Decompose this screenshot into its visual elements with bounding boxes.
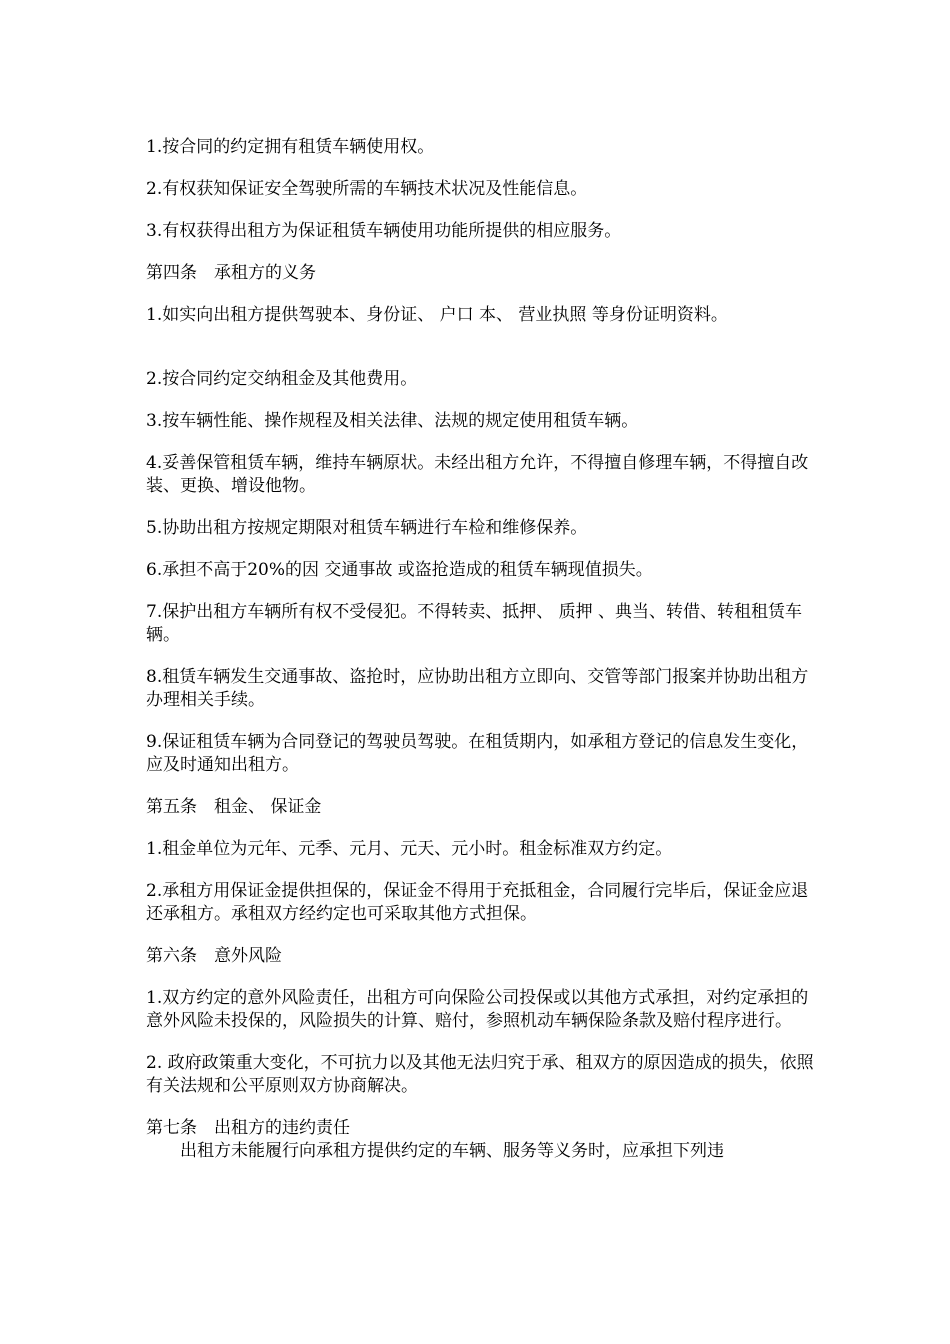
article-4-item-3: 3.按车辆性能、操作规程及相关法律、法规的规定使用租赁车辆。 (146, 411, 639, 431)
article-5-heading: 第五条 租金、 保证金 (146, 797, 322, 817)
article-5-item-2: 2.承租方用保证金提供担保的，保证金不得用于充抵租金，合同履行完毕后，保证金应退还承租方。承租双方经约定也可采取其他方式担保。 (146, 881, 809, 924)
article-7-heading: 第七条 出租方的违约责任 (146, 1118, 350, 1138)
article-6-item-1: 1.双方约定的意外风险责任，出租方可向保险公司投保或以其他方式承担，对约定承担的意外风险未投保的，风险损失的计算、赔付，参照机动车辆保险条款及赔付程序进行。 (146, 988, 809, 1031)
article-4-item-5: 5.协助出租方按规定期限对租赁车辆进行车检和维修保养。 (146, 518, 588, 538)
right-item-2: 2.有权获知保证安全驾驶所需的车辆技术状况及性能信息。 (146, 179, 588, 199)
article-7-intro: 出租方未能履行向承租方提供约定的车辆、服务等义务时，应承担下列违 (180, 1141, 724, 1161)
article-4-item-1: 1.如实向出租方提供驾驶本、身份证、 户口 本、 营业执照 等身份证明资料。 (146, 305, 728, 325)
article-6-heading: 第六条 意外风险 (146, 946, 282, 966)
article-4-item-2: 2.按合同约定交纳租金及其他费用。 (146, 369, 418, 389)
document-page (146, 136, 816, 1163)
article-4-item-8: 8.租赁车辆发生交通事故、盗抢时，应协助出租方立即向、交管等部门报案并协助出租方办理相关手续。 (146, 667, 809, 710)
article-4-item-6: 6.承担不高于20%的因 交通事故 或盗抢造成的租赁车辆现值损失。 (146, 560, 653, 580)
article-5-item-1: 1.租金单位为元年、元季、元月、元天、元小时。租金标准双方约定。 (146, 839, 673, 859)
right-item-1: 1.按合同的约定拥有租赁车辆使用权。 (146, 137, 435, 157)
article-4-item-9: 9.保证租赁车辆为合同登记的驾驶员驾驶。在租赁期内，如承租方登记的信息发生变化，应及时通知出租方。 (146, 732, 809, 775)
right-item-3: 3.有权获得出租方为保证租赁车辆使用功能所提供的相应服务。 (146, 221, 622, 241)
article-4-heading: 第四条 承租方的义务 (146, 263, 316, 283)
article-4-item-4: 4.妥善保管租赁车辆，维持车辆原状。未经出租方允许，不得擅自修理车辆，不得擅自改装、更换、增设他物。 (146, 453, 809, 496)
article-4-item-7: 7.保护出租方车辆所有权不受侵犯。不得转卖、抵押、 质押 、典当、转借、转租租赁车辆。 (146, 602, 803, 645)
article-6-item-2: 2. 政府政策重大变化，不可抗力以及其他无法归究于承、租双方的原因造成的损失，依照有关法规和公平原则双方协商解决。 (146, 1053, 814, 1096)
